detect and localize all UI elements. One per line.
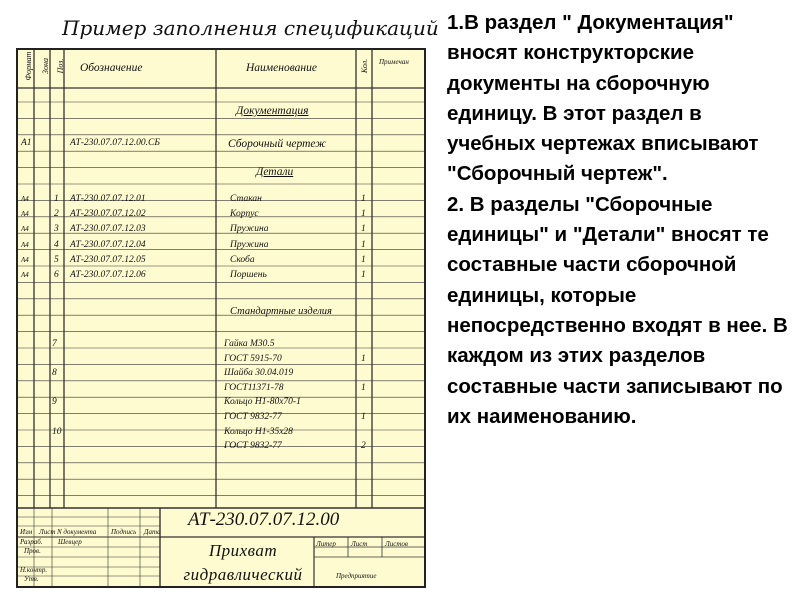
standard-row-pos: 10 <box>52 426 62 437</box>
detail-row-designation: АТ-230.07.07.12.01 <box>70 194 146 204</box>
section-documentation: Документация <box>236 105 309 117</box>
title-block-col-sign: Подпись <box>111 528 137 536</box>
title-block-prov: Пров. <box>24 547 41 555</box>
detail-row-qty: 1 <box>361 224 366 235</box>
header-note: Примечан <box>379 58 409 66</box>
detail-row-name: Корпус <box>230 209 259 220</box>
detail-row-designation: АТ-230.07.07.12.05 <box>70 254 146 265</box>
detail-row-pos: 2 <box>54 209 59 220</box>
detail-row-format: А4 <box>21 225 29 234</box>
detail-row-qty: 1 <box>361 209 366 220</box>
title-block-sheets: Листов <box>385 540 408 548</box>
detail-row-pos: 1 <box>54 194 59 204</box>
header-name: Наименование <box>246 62 317 74</box>
title-block-razrab-name: Шевцер <box>58 538 82 546</box>
standard-row-name: Кольцо Н1-80х70-1 <box>224 397 301 408</box>
specification-grid <box>18 50 424 586</box>
title-block-code: АТ-230.07.07.12.00 <box>188 509 340 530</box>
doc-row-name: Сборочный чертеж <box>228 138 326 150</box>
detail-row-format: А4 <box>21 255 29 264</box>
detail-row-designation: АТ-230.07.07.12.02 <box>70 209 146 220</box>
doc-row-designation: АТ-230.07.07.12.00.СБ <box>70 138 160 148</box>
title-block-sheet: Лист <box>351 540 368 548</box>
detail-row-pos: 3 <box>54 224 59 235</box>
specification-sheet <box>16 48 426 588</box>
standard-row-pos: 8 <box>52 368 57 379</box>
detail-row-pos: 5 <box>54 254 59 265</box>
header-format: Формат <box>24 51 33 81</box>
detail-row-designation: АТ-230.07.07.12.04 <box>70 239 146 250</box>
title-block-col-date: Дата <box>144 528 161 536</box>
detail-row-name: Пружина <box>230 224 269 235</box>
detail-row-name: Пружина <box>230 239 269 250</box>
header-zone: Зона <box>41 58 50 74</box>
standard-row-name: ГОСТ 9832-77 <box>224 412 282 422</box>
standard-row-name: ГОСТ 5915-70 <box>224 353 282 364</box>
title-block-name-line1: Прихват <box>208 541 278 560</box>
standard-row-pos: 9 <box>52 397 57 408</box>
title-block-name-line2: гидравлический <box>183 565 303 584</box>
detail-row-name: Поршень <box>230 270 267 280</box>
standard-row-qty: 1 <box>361 412 366 422</box>
title-block-nkontr: Н.контр. <box>20 566 48 574</box>
explanation-paragraph-2: 2. В разделы "Сборочные единицы" и "Детали" вносят те составные части сборочной единицы, которые непосредственно входят в нее. В каждом из этих разделов составные части записывают по их наименованию. <box>447 192 788 428</box>
title-block-razrab: Разраб. <box>20 538 43 546</box>
standard-row-name: Шайба 30.04.019 <box>224 368 294 379</box>
detail-row-qty: 1 <box>361 270 366 280</box>
standard-row-name: Гайка М30.5 <box>224 339 275 349</box>
detail-row-designation: АТ-230.07.07.12.06 <box>70 270 146 280</box>
explanation-text <box>447 8 795 432</box>
standard-row-qty: 2 <box>361 441 366 452</box>
explanation-paragraph-1: 1.В раздел " Документация" вносят конструкторские документы на сборочную единицу. В этот раздел в учебных чертежах вписывают "Сборочный чертеж". <box>447 11 759 186</box>
title-block-liter: Литер <box>316 540 336 548</box>
title-block-utv: Утв. <box>24 575 39 583</box>
title-block-col-izm: Изм <box>20 528 33 536</box>
detail-row-qty: 1 <box>361 194 366 204</box>
detail-row-format: А4 <box>21 271 29 279</box>
header-qty: Кол. <box>360 58 369 74</box>
detail-row-qty: 1 <box>361 254 366 265</box>
section-standard: Стандартные изделия <box>230 306 332 317</box>
detail-row-name: Стакан <box>230 194 262 204</box>
detail-row-designation: АТ-230.07.07.12.03 <box>70 224 146 235</box>
standard-row-qty: 1 <box>361 353 366 364</box>
title-block-col-doc: N документа <box>57 528 97 536</box>
detail-row-qty: 1 <box>361 239 366 250</box>
standard-row-name: ГОСТ11371-78 <box>224 382 284 393</box>
header-pos: Поз. <box>56 58 65 74</box>
standard-row-qty: 1 <box>361 382 366 393</box>
detail-row-format: А4 <box>21 240 29 249</box>
detail-row-format: А4 <box>21 210 29 219</box>
standard-row-name: ГОСТ 9832-77 <box>224 441 282 452</box>
detail-row-name: Скоба <box>230 254 255 265</box>
detail-row-pos: 6 <box>54 270 59 280</box>
doc-row-format: А1 <box>21 138 32 148</box>
detail-row-format: А4 <box>21 195 29 203</box>
header-designation: Обозначение <box>80 62 143 74</box>
standard-row-pos: 7 <box>52 339 57 349</box>
title-block-company: Предприятие <box>336 572 377 580</box>
title-block-col-list: Лист <box>39 528 56 536</box>
standard-row-name: Кольцо Н1-35х28 <box>224 426 293 437</box>
section-details: Детали <box>256 166 294 178</box>
detail-row-pos: 4 <box>54 239 59 250</box>
page-title: Пример заполнения спецификаций <box>62 16 439 40</box>
